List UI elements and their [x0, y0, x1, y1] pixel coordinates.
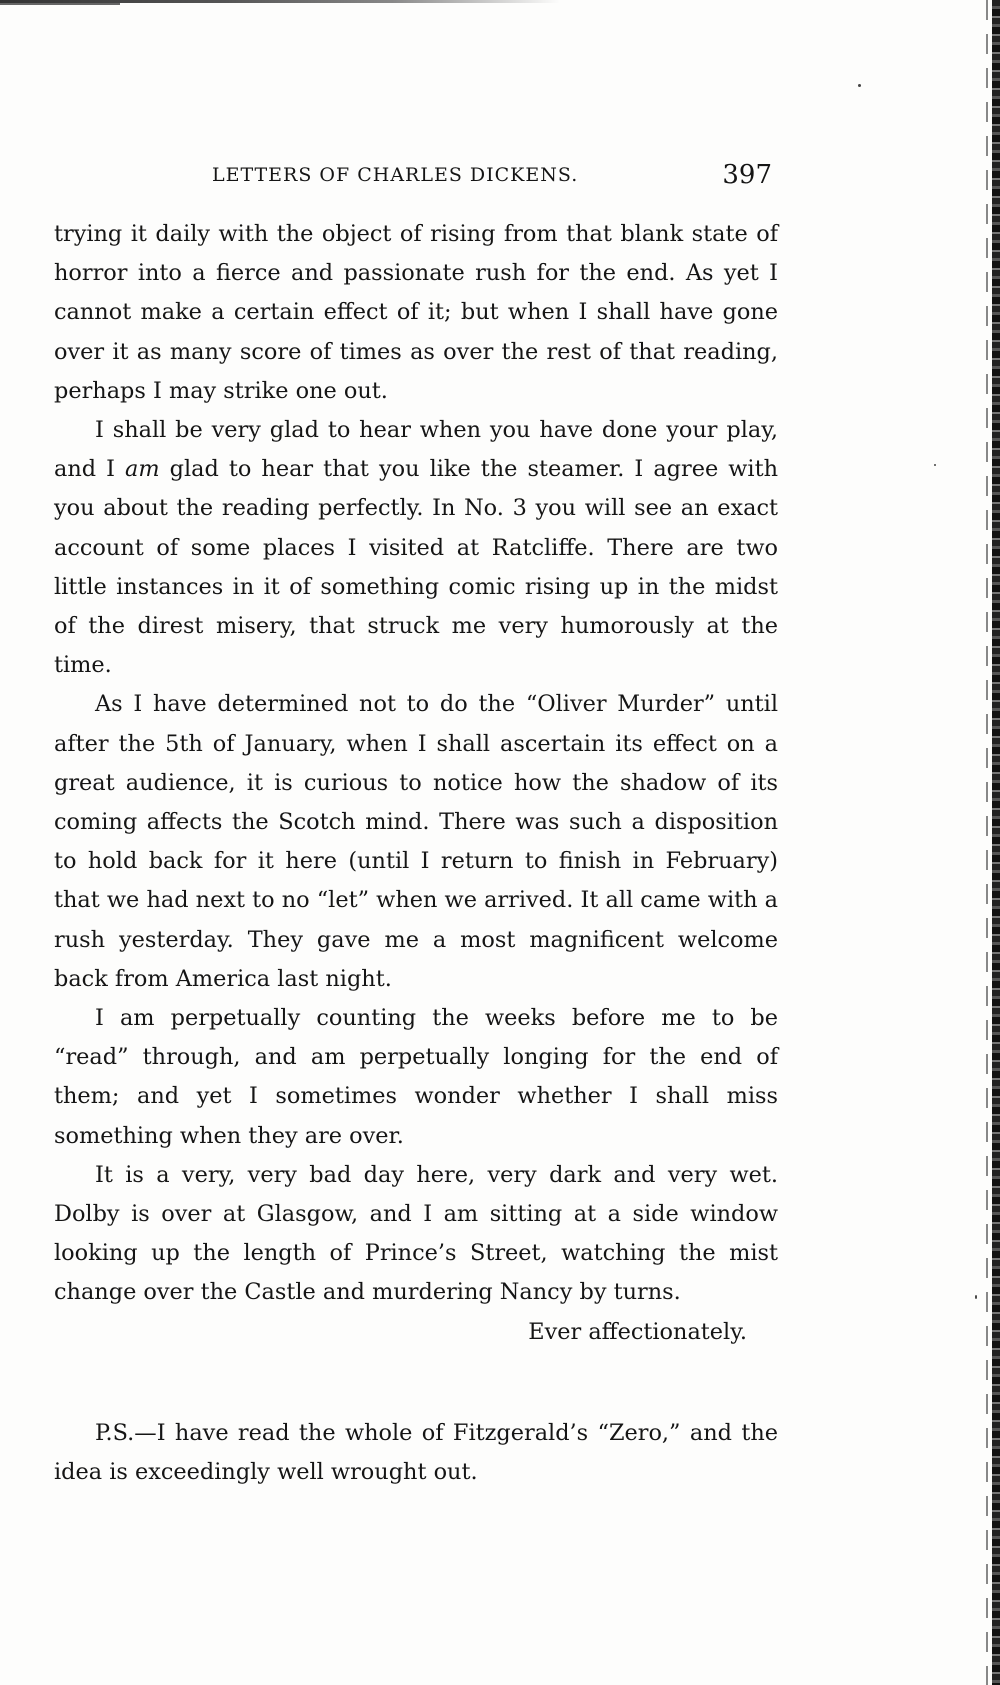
postscript: P.S.—I have read the whole of Fitzgerald’s “Zero,” and the idea is exceedingly well wrought out. — [54, 1419, 778, 1486]
letter-body — [54, 215, 778, 1492]
paragraph-2 — [54, 411, 778, 685]
text-line: rest of that reading, perhaps I may strike one out. — [54, 338, 778, 404]
text-line: As yet I cannot make a certain effect of it; but when I — [54, 260, 778, 326]
scan-speck — [934, 464, 936, 466]
paragraph-1 — [54, 215, 778, 411]
paragraph-4: I am perpetually counting the weeks before me to be “read” through, and am perpetually longing for the end of them; and yet I sometimes wonder whether I shall miss something when they are over. — [54, 1005, 778, 1149]
scan-speck — [975, 1295, 977, 1299]
running-title: LETTERS OF CHARLES DICKENS. — [212, 164, 579, 186]
text-line: trying it daily with the object of rising from that blank — [54, 221, 684, 247]
paragraph-2-end: glad to hear that you like the steamer. I agree with you about the reading perfectly. In No. 3 you will see an exact account of some places I visited at Ratcliffe. There are two little instances in it of something comic rising up in the midst of the direst misery, that struck me very humorously at the time. — [54, 456, 778, 679]
emphasis-word: am — [125, 456, 160, 483]
paragraph-3: As I have determined not to do the “Oliver Murder” until after the 5th of January, when I shall ascertain its effect on a great audience, it is curious to notice how the shadow of its coming affects the Scotch mind. There was such a disposition to hold back for it here (until I return to finish in February) that we had next to no “let” when we arrived. It all came with a rush yesterday. They gave me a most magnificent welcome back from America last night. — [54, 691, 778, 992]
scan-edge-right — [992, 0, 1000, 1685]
scan-edge-right-inner — [986, 0, 988, 1685]
closing-salutation: Ever affectionately. — [528, 1318, 747, 1345]
scan-edge-top-mark — [0, 3, 120, 5]
text-line: state of horror into a fierce and passionate rush for the end. — [54, 221, 778, 287]
paragraph-2-start: I shall be very glad to hear when you have done your play, and I — [54, 417, 778, 483]
scan-speck — [858, 84, 861, 87]
paragraph-5: It is a very, very bad day here, very dark and very wet. Dolby is over at Glasgow, and I am sitting at a side window looking up the length of Prince’s Street, watching the mist change over the Castle and murdering Nancy by turns. — [54, 1161, 778, 1306]
text-line: shall have gone over it as many score of times as over the — [54, 299, 778, 365]
page-header — [212, 160, 772, 196]
page-number: 397 — [722, 160, 772, 190]
